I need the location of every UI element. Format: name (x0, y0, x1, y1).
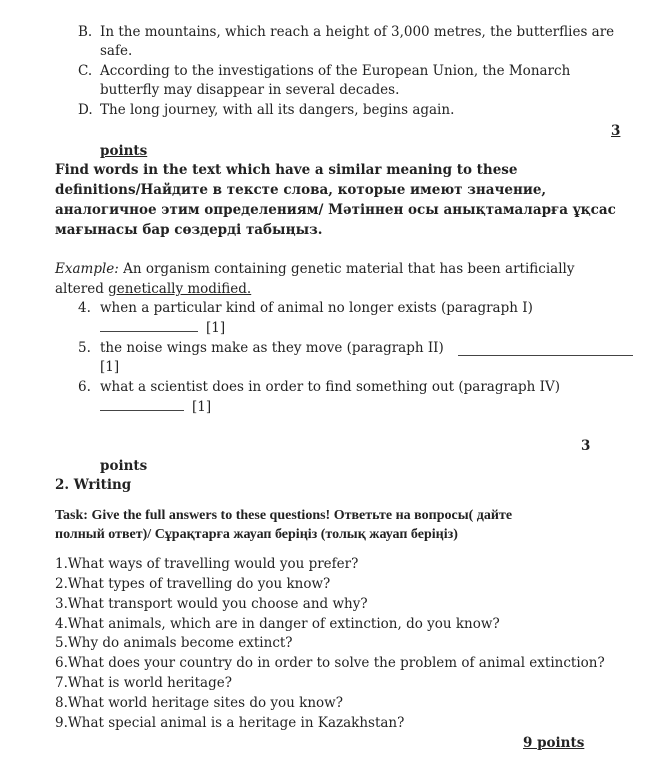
option-letter: D. (78, 102, 93, 118)
example-text-2: altered (55, 281, 109, 297)
option-letter: C. (78, 63, 93, 79)
question-1: 1.What ways of travelling would you prefer? (55, 556, 359, 572)
option-letter: B. (78, 24, 93, 40)
definition-4 (78, 299, 533, 318)
question-7: 7.What is world heritage? (55, 675, 232, 691)
option-text: In the mountains, which reach a height of 3,000 metres, the butterflies are (100, 24, 615, 40)
option-text: The long journey, with all its dangers, begins again. (100, 102, 455, 118)
option-text: According to the investigations of the European Union, the Monarch (100, 63, 571, 79)
score-value-2: 3 (581, 438, 591, 454)
answer-blank[interactable] (100, 398, 184, 411)
option-d (78, 101, 454, 120)
definition-5 (78, 339, 444, 358)
task-line-1: Task: Give the full answers to these questions! Ответьте на вопросы( дайте (55, 508, 513, 523)
example-cont (55, 280, 251, 299)
instruction-line-4: мағынасы бар сөздерді табыңыз. (55, 222, 323, 238)
definition-6-answer (100, 398, 211, 417)
question-9: 9.What special animal is a heritage in Kazakhstan? (55, 715, 405, 731)
definition-number: 6. (78, 379, 91, 395)
score-value: 3 (611, 123, 621, 139)
instruction-line-2: definitions/Найдите в тексте слова, которые имеют значение, (55, 182, 547, 198)
question-6: 6.What does your country do in order to solve the problem of animal extinction? (55, 655, 605, 671)
example-label: Example: (55, 261, 119, 277)
definition-5-mark: [1] (100, 359, 120, 375)
answer-blank[interactable] (100, 319, 198, 332)
definition-6 (78, 378, 560, 397)
instruction-line-3: аналогичное этим определениям/ Мәтіннен осы анықтамаларға ұқсас (55, 202, 616, 218)
mark: [1] (192, 399, 212, 415)
answer-blank[interactable] (458, 343, 633, 356)
question-8: 8.What world heritage sites do you know? (55, 695, 343, 711)
example (55, 260, 574, 279)
definition-text: when a particular kind of animal no longer exists (paragraph I) (100, 300, 533, 316)
definition-4-answer (100, 319, 225, 338)
definition-number: 4. (78, 300, 91, 316)
example-text: An organism containing genetic material that has been artificially (118, 261, 575, 277)
instruction-line-1: Find words in the text which have a similar meaning to these (55, 162, 518, 178)
task-line-2: полный ответ)/ Сұрақтарға жауап беріңіз (толық жауап беріңіз) (55, 527, 458, 542)
definition-text: the noise wings make as they move (paragraph II) (100, 340, 444, 356)
writing-heading: 2. Writing (55, 477, 132, 493)
question-5: 5.Why do animals become extinct? (55, 635, 293, 651)
option-c (78, 62, 570, 81)
question-4: 4.What animals, which are in danger of extinction, do you know? (55, 616, 500, 632)
final-points: 9 points (523, 735, 585, 751)
question-3: 3.What transport would you choose and why? (55, 596, 368, 612)
points-label-2: points (100, 458, 148, 474)
example-answer: genetically modified. (108, 281, 252, 297)
option-b (78, 23, 614, 42)
points-label: points (100, 143, 148, 159)
option-b-cont: safe. (100, 43, 133, 59)
definition-number: 5. (78, 340, 91, 356)
definition-text: what a scientist does in order to find something out (paragraph IV) (100, 379, 560, 395)
mark: [1] (206, 320, 226, 336)
question-2: 2.What types of travelling do you know? (55, 576, 331, 592)
option-c-cont: butterfly may disappear in several decades. (100, 82, 400, 98)
